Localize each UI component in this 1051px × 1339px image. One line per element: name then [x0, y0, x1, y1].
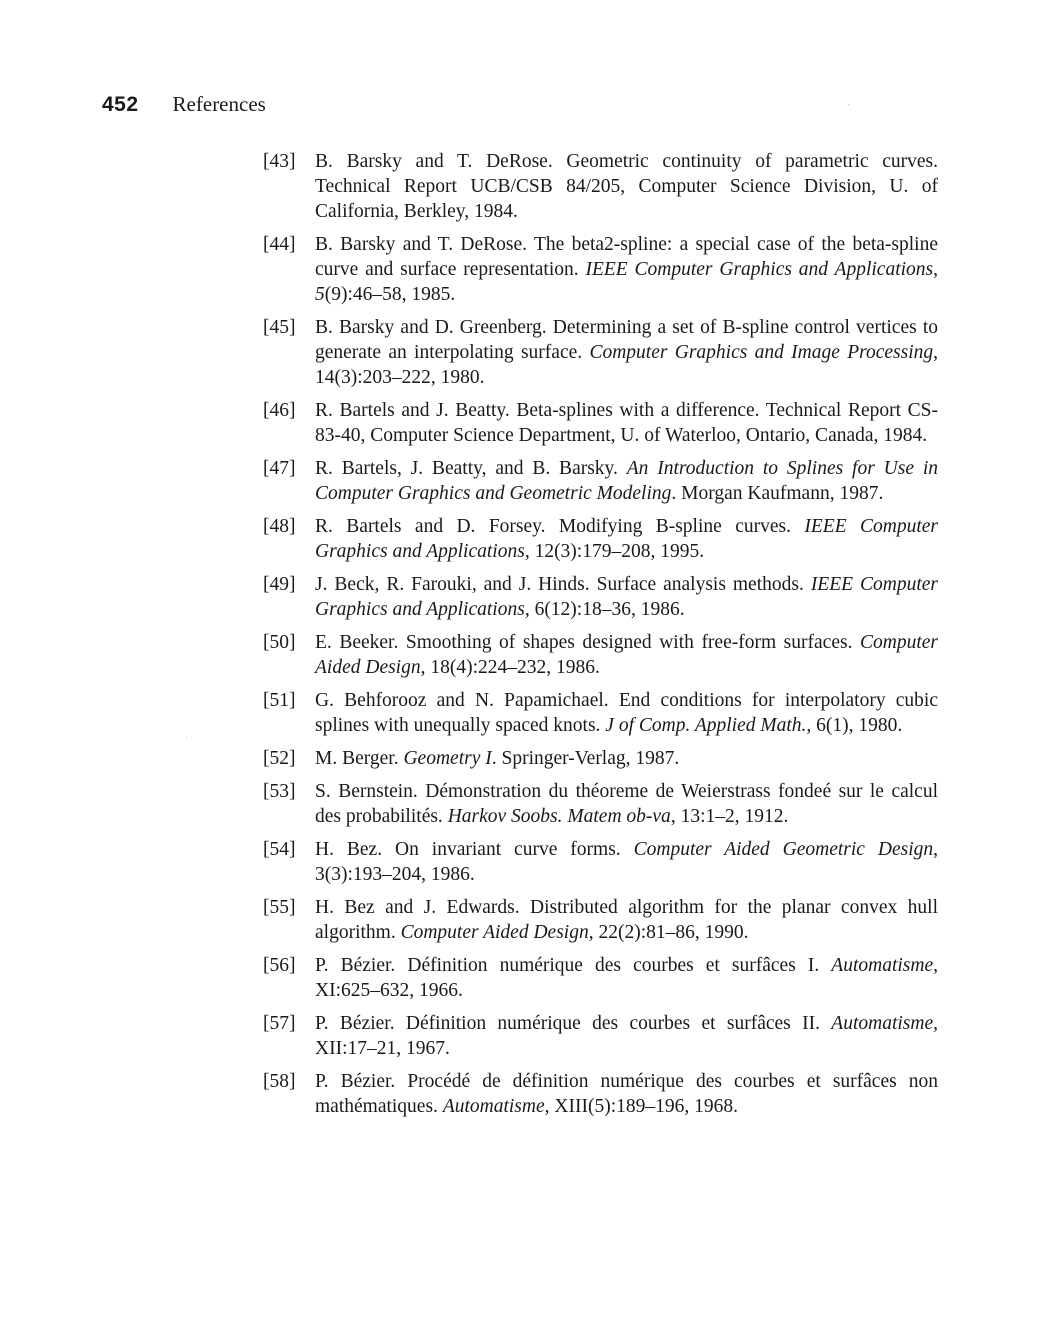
- reference-number: [55]: [263, 897, 296, 918]
- reference-text: [315, 572, 938, 622]
- reference-text-segment: . Springer-Verlag, 1987.: [491, 748, 680, 769]
- reference-text: [315, 837, 938, 887]
- reference-entry: [263, 779, 938, 829]
- page-header: [102, 92, 266, 122]
- reference-text-segment: , XI:625–632, 1966.: [315, 955, 938, 1001]
- reference-text-segment: R. Bartels, J. Beatty, and B. Barsky.: [315, 458, 627, 479]
- reference-text-segment: , 22(2):81–86, 1990.: [588, 922, 749, 943]
- reference-entry: [263, 398, 938, 448]
- reference-text-segment: , 12(3):179–208, 1995.: [524, 541, 705, 562]
- reference-text-segment: , 6(1), 1980.: [806, 715, 903, 736]
- reference-number: [57]: [263, 1013, 296, 1034]
- reference-text: [315, 688, 938, 738]
- reference-text-segment: (9):46–58, 1985.: [324, 284, 456, 305]
- reference-entry: [263, 456, 938, 506]
- reference-entry: [263, 1069, 938, 1119]
- reference-text: [315, 514, 938, 564]
- reference-text-segment: J. Beck, R. Farouki, and J. Hinds. Surface analysis methods.: [315, 574, 811, 595]
- reference-list: [263, 149, 938, 1127]
- reference-title-italic: Computer Aided Design: [400, 922, 589, 943]
- reference-entry: [263, 1011, 938, 1061]
- page-number: 452: [102, 93, 139, 116]
- reference-number: [48]: [263, 516, 296, 537]
- reference-number: [54]: [263, 839, 296, 860]
- reference-text-segment: R. Bartels and D. Forsey. Modifying B-spline curves.: [315, 516, 805, 537]
- reference-text: [315, 232, 938, 307]
- reference-title-italic: Automatisme: [831, 1013, 934, 1034]
- reference-text-segment: ,: [933, 259, 938, 280]
- reference-number: [51]: [263, 690, 296, 711]
- reference-text-segment: B. Barsky and T. DeRose. Geometric continuity of parametric curves. Technical Report UCB/CSB 84/205, Computer Science Division, U. of California, Berkley, 1984.: [315, 151, 938, 222]
- reference-number: [49]: [263, 574, 296, 595]
- reference-title-italic: IEEE Computer Graphics and Applications: [585, 259, 934, 280]
- reference-text: [315, 456, 938, 506]
- reference-text-segment: , XII:17–21, 1967.: [315, 1013, 938, 1059]
- reference-text-segment: B. Barsky and D. Greenberg. Determining a set of B-spline control vertices to generate an interpolating surface.: [315, 317, 938, 363]
- reference-text: [315, 953, 938, 1003]
- reference-text-segment: , XIII(5):189–196, 1968.: [544, 1096, 738, 1117]
- reference-entry: [263, 837, 938, 887]
- reference-entry: [263, 315, 938, 390]
- reference-text-segment: P. Bézier. Définition numérique des courbes et surfâces I.: [315, 955, 832, 976]
- reference-text-segment: . Morgan Kaufmann, 1987.: [671, 483, 884, 504]
- reference-text-segment: G. Behforooz and N. Papamichael. End conditions for interpolatory cubic splines with unequally spaced knots.: [315, 690, 938, 736]
- reference-number: [56]: [263, 955, 296, 976]
- reference-title-italic: Computer Aided Design: [315, 632, 938, 678]
- reference-entry: [263, 514, 938, 564]
- reference-title-italic: An Introduction to Splines for Use in Computer Graphics and Geometric Modeling: [315, 458, 938, 504]
- reference-text-segment: P. Bézier. Procédé de définition numérique des courbes et surfâces non mathématiques.: [315, 1071, 938, 1117]
- reference-text-segment: , 13:1–2, 1912.: [670, 806, 789, 827]
- reference-number: [44]: [263, 234, 296, 255]
- reference-title-italic: Computer Graphics and Image Processing: [589, 342, 934, 363]
- reference-text: [315, 746, 938, 771]
- reference-number: [53]: [263, 781, 296, 802]
- reference-title-italic: IEEE Computer Graphics and Applications: [315, 574, 938, 620]
- reference-title-italic: IEEE Computer Graphics and Applications: [315, 516, 939, 562]
- reference-text-segment: , 18(4):224–232, 1986.: [420, 657, 600, 678]
- reference-text-segment: , 14(3):203–222, 1980.: [315, 342, 938, 388]
- reference-entry: [263, 895, 938, 945]
- reference-number: [58]: [263, 1071, 296, 1092]
- reference-text: [315, 779, 938, 829]
- reference-entry: [263, 746, 938, 771]
- reference-text-segment: , 3(3):193–204, 1986.: [315, 839, 938, 885]
- reference-text-segment: B. Barsky and T. DeRose. The beta2-spline: a special case of the beta-spline curve and surface representation.: [315, 234, 938, 280]
- reference-entry: [263, 232, 938, 307]
- reference-text: [315, 315, 938, 390]
- reference-text-segment: P. Bézier. Définition numérique des courbes et surfâces II.: [315, 1013, 832, 1034]
- reference-entry: [263, 630, 938, 680]
- reference-number: [45]: [263, 317, 296, 338]
- reference-entry: [263, 688, 938, 738]
- reference-title-italic: 5: [315, 284, 325, 305]
- reference-title-italic: Harkov Soobs. Matem ob-va: [447, 806, 671, 827]
- reference-text-segment: H. Bez and J. Edwards. Distributed algorithm for the planar convex hull algorithm.: [315, 897, 938, 943]
- reference-text: [315, 1069, 938, 1119]
- running-head: References: [172, 92, 266, 116]
- reference-title-italic: Automatisme: [442, 1096, 545, 1117]
- reference-title-italic: Geometry I: [403, 748, 492, 769]
- reference-number: [47]: [263, 458, 296, 479]
- reference-number: [50]: [263, 632, 296, 653]
- reference-number: [46]: [263, 400, 296, 421]
- reference-text-segment: R. Bartels and J. Beatty. Beta-splines with a difference. Technical Report CS-83-40, Computer Science Department, U. of Waterloo, Ontario, Canada, 1984.: [315, 400, 938, 446]
- reference-title-italic: Automatisme: [831, 955, 934, 976]
- reference-text-segment: H. Bez. On invariant curve forms.: [315, 839, 634, 860]
- reference-number: [52]: [263, 748, 296, 769]
- reference-text-segment: S. Bernstein. Démonstration du théoreme de Weierstrass fondeé sur le calcul des probabilités.: [315, 781, 938, 827]
- reference-text-segment: E. Beeker. Smoothing of shapes designed with free-form surfaces.: [315, 632, 860, 653]
- scan-speck: [186, 737, 187, 738]
- reference-text: [315, 1011, 938, 1061]
- reference-text-segment: M. Berger.: [315, 748, 404, 769]
- reference-text: [315, 895, 938, 945]
- reference-title-italic: J of Comp. Applied Math.: [605, 715, 807, 736]
- reference-entry: [263, 572, 938, 622]
- reference-text: [315, 398, 938, 448]
- reference-entry: [263, 149, 938, 224]
- reference-entry: [263, 953, 938, 1003]
- reference-text: [315, 149, 938, 224]
- reference-text-segment: , 6(12):18–36, 1986.: [524, 599, 685, 620]
- reference-text: [315, 630, 938, 680]
- reference-number: [43]: [263, 151, 296, 172]
- reference-title-italic: Computer Aided Geometric Design: [633, 839, 934, 860]
- scan-speck: [848, 104, 849, 105]
